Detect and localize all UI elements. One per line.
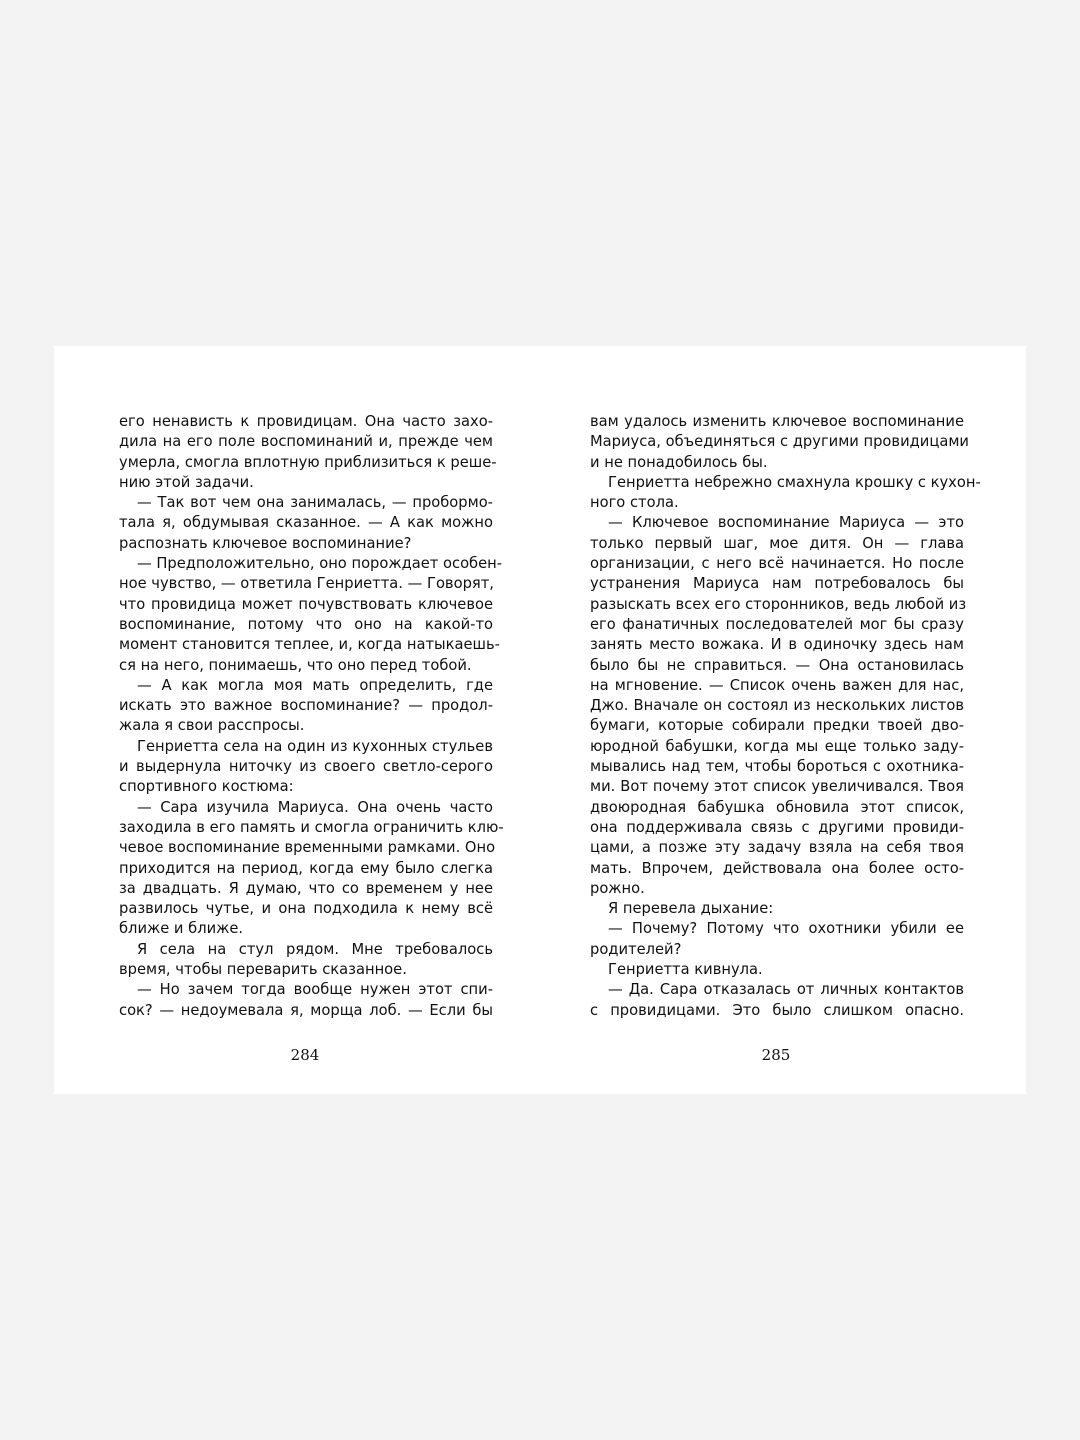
text-line: умерла, смогла вплотную приблизиться к реше- xyxy=(119,453,497,471)
text-line: искать это важное воспоминание? — продол- xyxy=(119,697,493,715)
text-line: — Предположительно, оно порождает особен- xyxy=(137,555,503,573)
text-line: устранения Мариуса нам потребовалось бы xyxy=(590,575,964,593)
text-line: его ненависть к провидицам. Она часто захо- xyxy=(119,413,493,430)
text-line: за двадцать. Я думаю, что со временем у нее xyxy=(119,879,493,897)
text-line: ся на него, понимаешь, что оно перед тобой. xyxy=(119,656,472,674)
text-line: вам удалось изменить ключевое воспоминание xyxy=(590,413,964,430)
text-line: его фанатичных последователей мог бы сразу xyxy=(590,615,964,633)
text-line: спортивного костюма: xyxy=(119,778,294,796)
left-page-text xyxy=(119,412,504,1021)
text-line: Я села на стул рядом. Мне требовалось xyxy=(137,940,493,958)
text-line: родителей? xyxy=(590,940,682,958)
text-line: сок? — недоумевала я, морща лоб. — Если бы xyxy=(119,1001,493,1019)
text-line: ного стола. xyxy=(590,494,679,512)
text-line: Генриетта села на один из кухонных стульев xyxy=(137,737,493,755)
text-line: развилось чутье, и она подходила к нему всё xyxy=(119,900,493,918)
text-line: было бы не справиться. — Она остановилась xyxy=(590,656,964,674)
text-line: рожно. xyxy=(590,879,645,897)
text-line: распознать ключевое воспоминание? xyxy=(119,534,412,552)
page-number-right: 285 xyxy=(761,1046,791,1064)
text-line: занять место вожака. И в одиночку здесь нам xyxy=(590,636,964,654)
text-line: бумаги, которые собирали предки твоей дво- xyxy=(590,717,964,735)
text-line: — Но зачем тогда вообще нужен этот спи- xyxy=(137,981,493,999)
text-line: жала я свои расспросы. xyxy=(119,717,305,735)
text-line: мывались над тем, чтобы бороться с охотника- xyxy=(590,758,964,776)
text-line: на мгновение. — Список очень важен для нас, xyxy=(590,676,964,694)
text-line: Генриетта небрежно смахнула крошку с кухон- xyxy=(608,473,981,491)
text-line: заходила в его память и смогла ограничить клю- xyxy=(119,818,504,836)
text-line: время, чтобы переварить сказанное. xyxy=(119,961,407,979)
text-line: нию этой задачи. xyxy=(119,473,254,491)
text-line: ное чувство, — ответила Генриетта. — Говорят, xyxy=(119,575,494,593)
text-line: ближе и ближе. xyxy=(119,920,244,938)
text-line: — Почему? Потому что охотники убили ее xyxy=(608,920,964,938)
text-line: она поддерживала связь с другими провиди- xyxy=(590,818,964,836)
text-line: юродной бабушки, когда мы еще только заду- xyxy=(590,737,964,755)
text-line: чевое воспоминание временными рамками. Оно xyxy=(119,839,496,857)
text-line: разыскать всех его сторонников, ведь любой из xyxy=(590,595,967,613)
text-line: мать. Впрочем, действовала она более осто- xyxy=(590,859,964,877)
right-page-text xyxy=(590,412,981,1021)
text-line: только первый шаг, мое дитя. Он — глава xyxy=(590,534,964,552)
text-line: и выдернула ниточку из своего светло-серого xyxy=(119,758,493,776)
book-spread xyxy=(54,346,1026,1094)
text-line: тала я, обдумывая сказанное. — А как можно xyxy=(119,514,493,532)
text-line: с провидицами. Это было слишком опасно. xyxy=(590,1001,964,1019)
text-line: цами, а позже эту задачу взяла на себя твоя xyxy=(590,839,964,857)
text-line: организации, с него всё начинается. Но после xyxy=(590,555,964,573)
text-line: — Сара изучила Мариуса. Она очень часто xyxy=(137,798,493,816)
text-line: — Ключевое воспоминание Мариуса — это xyxy=(608,514,964,532)
text-line: Мариуса, объединяться с другими провидицами xyxy=(590,433,969,451)
text-line: — Да. Сара отказалась от личных контактов xyxy=(608,981,964,999)
text-line: что провидица может почувствовать ключевое xyxy=(119,595,493,613)
text-line: момент становится теплее, и, когда натыкаешь- xyxy=(119,636,500,654)
text-line: Я перевела дыхание: xyxy=(608,900,774,918)
text-line: двоюродная бабушка обновила этот список, xyxy=(590,798,964,816)
text-line: дила на его поле воспоминаний и, прежде чем xyxy=(119,433,493,451)
text-line: ми. Вот почему этот список увеличивался. Твоя xyxy=(590,778,964,796)
text-line: и не понадобилось бы. xyxy=(590,453,768,471)
text-line: — А как могла моя мать определить, где xyxy=(137,676,493,694)
text-line: Генриетта кивнула. xyxy=(608,961,763,979)
text-line: — Так вот чем она занималась, — пробормо- xyxy=(137,494,493,512)
text-line: приходится на период, когда ему было слегка xyxy=(119,859,493,877)
text-line: воспоминание, потому что оно на какой-то xyxy=(119,615,493,633)
text-line: Джо. Вначале он состоял из нескольких листов xyxy=(590,697,964,715)
page-number-left: 284 xyxy=(290,1046,320,1064)
